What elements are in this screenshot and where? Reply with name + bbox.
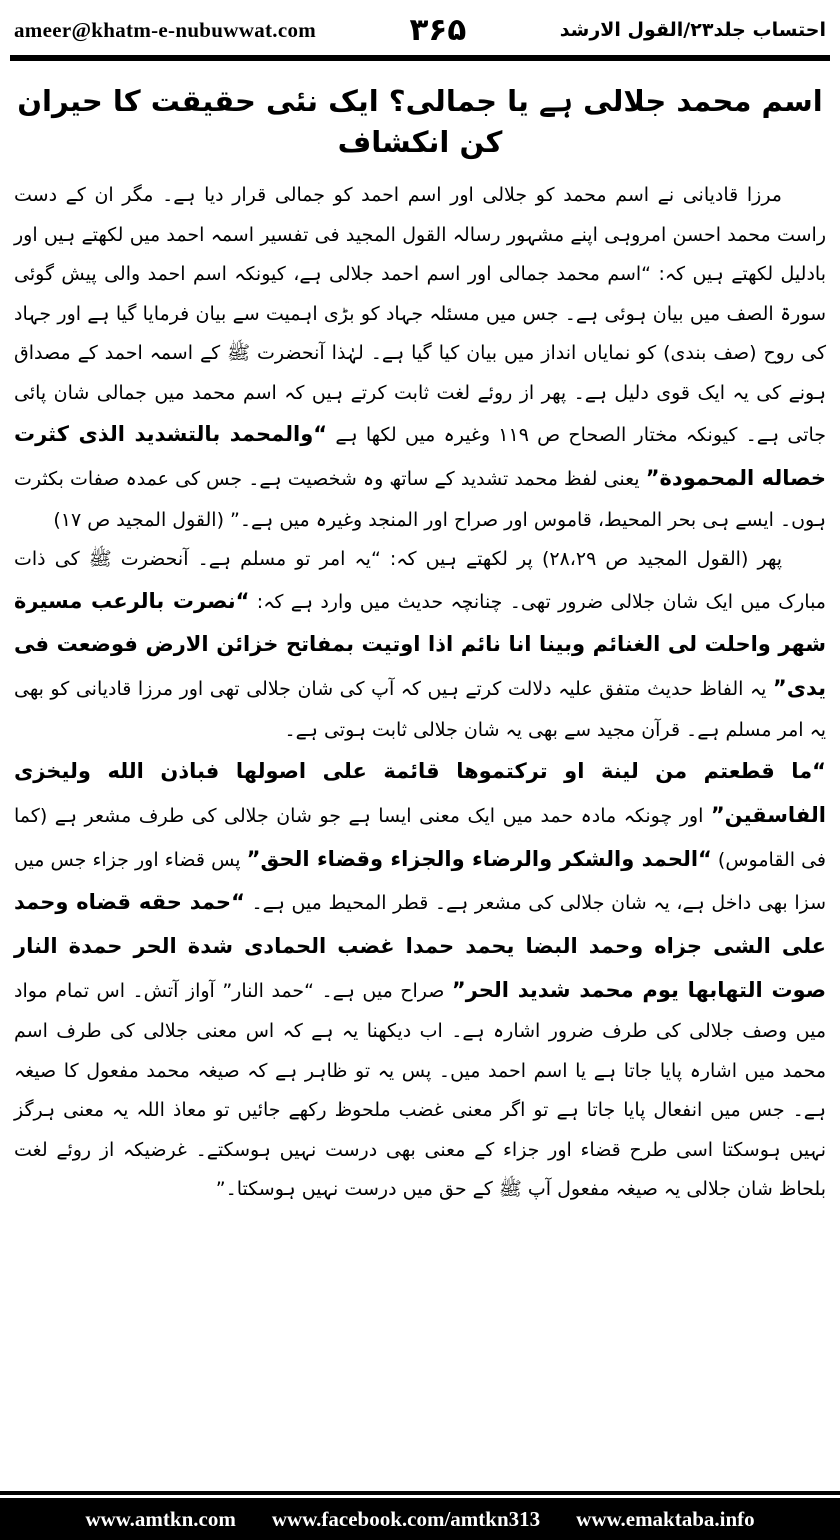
paragraph — [6, 176, 826, 540]
footer — [0, 1491, 840, 1540]
text-segment: صراح میں ہے۔ “حمد النار” آواز آتش۔ اس تمام مواد میں وصف جلالی کی طرف ضرور اشارہ ہے۔ اب دیکھنا یہ ہے کہ اس معنی جلالی کی طرف اسم محمد میں اشارہ پایا جاتا ہے یا اسم احمد میں۔ پس یہ تو ظاہر ہے کہ صیغہ محمد مفعول کا صیغہ ہے۔ جس میں انفعال پایا جاتا ہے تو اگر معنی غضب ملحوظ رکھے جائیں تو معاذ اللہ یہ معنی ہرگز نہیں ہوسکتا اسی طرح قضاء اور جزاء کے معنی بھی درست نہیں ہوسکتے۔ غرضیکہ از روئے لغت بلحاظ شان جلالی یہ صیغہ مفعول آپ ﷺ کے حق میں درست نہیں ہوسکتا۔” — [7, 979, 826, 1201]
footer-link-emaktaba: www.emaktaba.info — [576, 1506, 755, 1531]
header-email: ameer@khatm-e-nubuwwat.com — [14, 17, 317, 42]
quotation-bold: “نصرت بالرعب مسیرة شهر واحلت لی الغنائم وبینا انا نائم اذا اوتیت بمفاتح خزائن الارض فوضعت فی یدی” — [6, 588, 826, 700]
page-title: اسم محمد جلالی ہے یا جمالی؟ ایک نئی حقیقت کا حیران کن انکشاف — [17, 84, 823, 159]
footer-rule — [0, 1491, 840, 1495]
paragraph — [6, 540, 826, 750]
header-book-title: احتساب جلد۲۳/القول الارشد — [559, 19, 826, 41]
footer-link-amtkn: www.amtkn.com — [85, 1506, 236, 1531]
text-segment: یہ الفاظ حدیث متفق علیہ دلالت کرتے ہیں کہ آپ کی شان جلالی تھی اور مرزا قادیانی کو بھی یہ امر مسلم ہے۔ قرآن مجید سے بھی یہ شان جلالی ثابت ہوتی ہے۔ — [7, 678, 826, 741]
footer-bar — [0, 1498, 840, 1540]
quotation-bold: “والمحمد بالتشدید الذی کثرت خصاله المحمودة” — [6, 422, 826, 490]
quotation-bold: “الحمد والشکر والرضاء والجزاء وقضاء الحق” — [246, 846, 712, 871]
header-page-number: ۳۶۵ — [409, 12, 467, 48]
body-text — [0, 172, 840, 1491]
text-segment: یعنی لفظ محمد تشدید کے ساتھ وہ شخصیت ہے۔ جس کی عمدہ صفات بکثرت ہوں۔ ایسے ہی بحر المحیط، قاموس اور صراح اور المنجد وغیرہ میں ہے۔” (القول المجید ص ۱۷) — [7, 467, 826, 531]
text-segment: پس قضاء اور جزاء جس میں سزا بھی داخل ہے، یہ شان جلالی کی مشعر ہے۔ قطر المحیط میں ہے۔ — [7, 848, 826, 915]
footer-link-facebook: www.facebook.com/amtkn313 — [271, 1506, 541, 1531]
quotation-bold: “ما قطعتم من لینة او ترکتموها قائمة علی اصولها فباذن الله ولیخزی الفاسقین” — [6, 759, 826, 827]
paragraph — [6, 750, 827, 1210]
text-segment: مرزا قادیانی نے اسم محمد کو جلالی اور اسم احمد کو جمالی قرار دیا ہے۔ مگر ان کے دست راست محمد احسن امروہی اپنے مشہور رسالہ القول المجید فی تفسیر اسمہ احمد میں لکھتے ہیں اور بادلیل لکھتے ہیں کہ: “اسم محمد جمالی اور اسم احمد جلالی ہے، کیونکہ اسم احمد والی پیش گوئی سورۃ الصف میں بیان ہوئی ہے۔ جس میں مسئلہ جہاد کو بڑی اہمیت سے بیان فرمایا گیا ہے اور جہاد کی روح (صف بندی) کو نمایاں انداز میں بیان کیا گیا ہے۔ لہٰذا آنحضرت ﷺ کے اسمہ احمد کے مصداق ہونے کی یہ ایک قوی دلیل ہے۔ پھر از روئے لغت ثابت کرتے ہیں کہ اسم محمد میں جمالی شان پائی جاتی ہے۔ کیونکہ مختار الصحاح ص ۱۱۹ وغیرہ میں لکھا ہے — [7, 184, 826, 447]
text-segment: اور چونکہ مادہ حمد میں ایک معنی ایسا ہے جو شان جلالی کی طرف مشعر ہے (کما فی القاموس) — [7, 804, 826, 871]
text-segment: پھر (القول المجید ص ۲۸،۲۹) پر لکھتے ہیں کہ: “یہ امر تو مسلم ہے۔ آنحضرت ﷺ کی ذات مبارک میں ایک شان جلالی ضرور تھی۔ چنانچہ حدیث میں وارد ہے کہ: — [7, 548, 826, 613]
page-header — [0, 0, 840, 50]
quotation-bold: “حمد حقه قضاه وحمد علی الشی جزاه وحمد البضا یحمد حمدا غضب الحمادی شدة الحر حمدة النار صوت التهابها یوم محمد شدید الحر” — [6, 890, 827, 1002]
